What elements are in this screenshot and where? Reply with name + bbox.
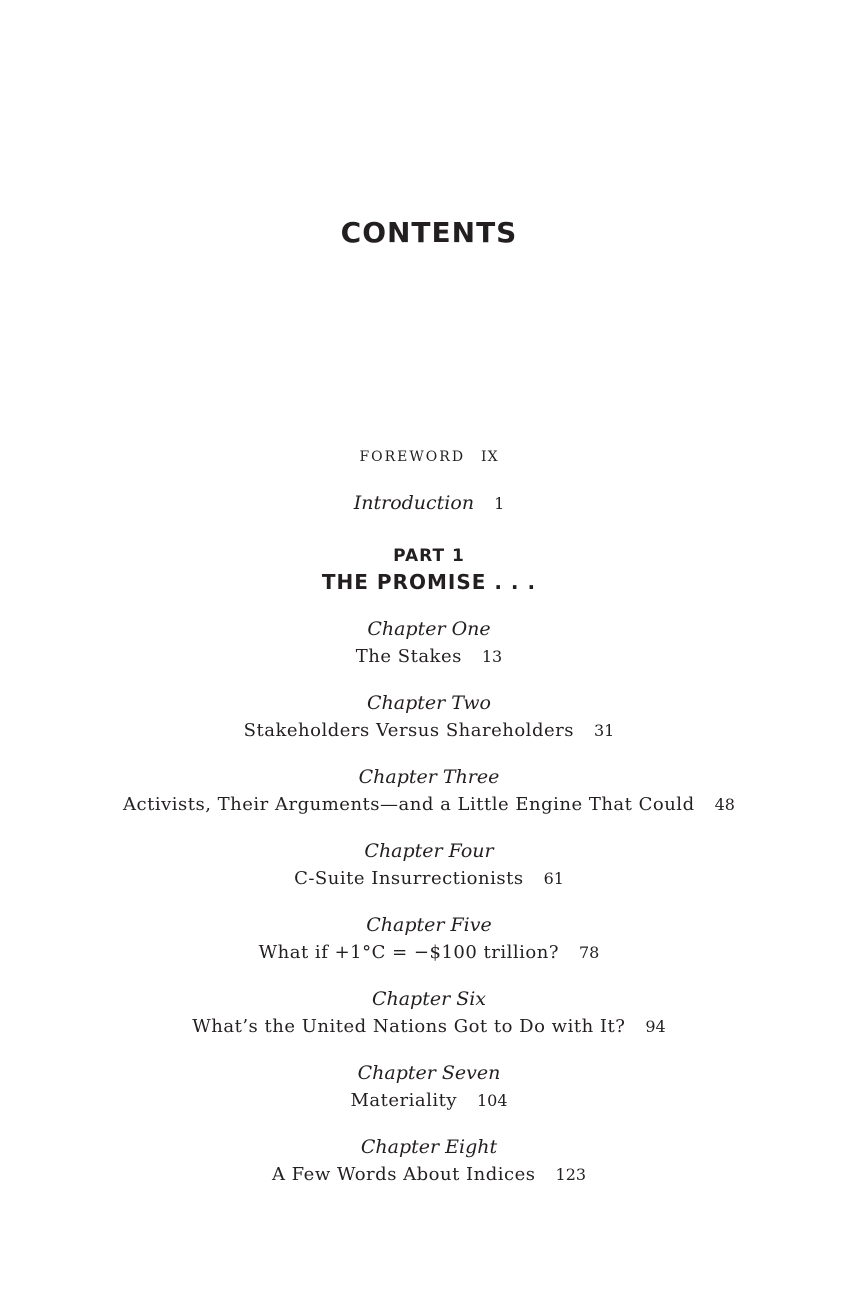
chapter-label: Chapter Five	[366, 914, 492, 936]
page-title: CONTENTS	[340, 216, 518, 249]
chapter-title: What if +1°C = −$100 trillion?	[258, 942, 559, 963]
part-title: THE PROMISE . . .	[321, 570, 537, 594]
chapter-page-number: 104	[477, 1091, 508, 1110]
chapter-page-number: 123	[555, 1165, 587, 1184]
chapter-page-number: 48	[714, 795, 735, 814]
part-heading	[0, 544, 858, 596]
toc-entry-chapter-five	[0, 912, 858, 966]
toc-entry-chapter-seven	[0, 1060, 858, 1114]
chapter-title: A Few Words About Indices	[271, 1164, 536, 1185]
table-of-contents	[0, 446, 858, 1208]
toc-entry-introduction	[0, 492, 858, 514]
toc-entry-chapter-one	[0, 616, 858, 670]
chapter-label: Chapter Six	[371, 988, 487, 1010]
chapter-page-number: 61	[543, 869, 564, 888]
chapter-label: Chapter Seven	[357, 1062, 501, 1084]
chapter-title: Activists, Their Arguments—and a Little Engine That Could	[123, 794, 695, 815]
chapter-label: Chapter Four	[364, 840, 494, 862]
chapter-title: What’s the United Nations Got to Do with It?	[192, 1016, 626, 1037]
toc-entry-chapter-two	[0, 690, 858, 744]
chapter-title: Stakeholders Versus Shareholders	[243, 720, 574, 741]
toc-entry-foreword	[0, 446, 858, 468]
chapter-title: The Stakes	[355, 646, 462, 667]
chapter-list	[0, 616, 858, 1188]
toc-entry-chapter-four	[0, 838, 858, 892]
chapter-title-line	[0, 939, 858, 966]
chapter-title-line	[0, 1087, 858, 1114]
foreword-label: FOREWORD	[359, 449, 466, 465]
toc-entry-chapter-three	[0, 764, 858, 818]
foreword-page-number: IX	[481, 449, 499, 465]
chapter-title-line	[0, 1013, 858, 1040]
chapter-page-number: 31	[593, 721, 615, 740]
toc-entry-chapter-six	[0, 986, 858, 1040]
chapter-title-line	[0, 1161, 858, 1188]
chapter-title: Materiality	[350, 1090, 457, 1111]
chapter-label: Chapter One	[367, 618, 491, 640]
toc-entry-chapter-eight	[0, 1134, 858, 1188]
chapter-label: Chapter Three	[358, 766, 500, 788]
chapter-page-number: 78	[578, 943, 600, 962]
introduction-label: Introduction	[353, 492, 475, 514]
chapter-label: Chapter Two	[367, 692, 491, 714]
introduction-page-number: 1	[494, 494, 505, 513]
chapter-page-number: 94	[645, 1017, 666, 1036]
chapter-title-line	[0, 717, 858, 744]
chapter-label: Chapter Eight	[360, 1136, 498, 1158]
chapter-page-number: 13	[481, 647, 503, 666]
chapter-title-line	[0, 865, 858, 892]
chapter-title-line	[0, 791, 858, 818]
part-label: PART 1	[393, 546, 465, 566]
chapter-title: C-Suite Insurrectionists	[294, 868, 524, 889]
chapter-title-line	[0, 643, 858, 670]
